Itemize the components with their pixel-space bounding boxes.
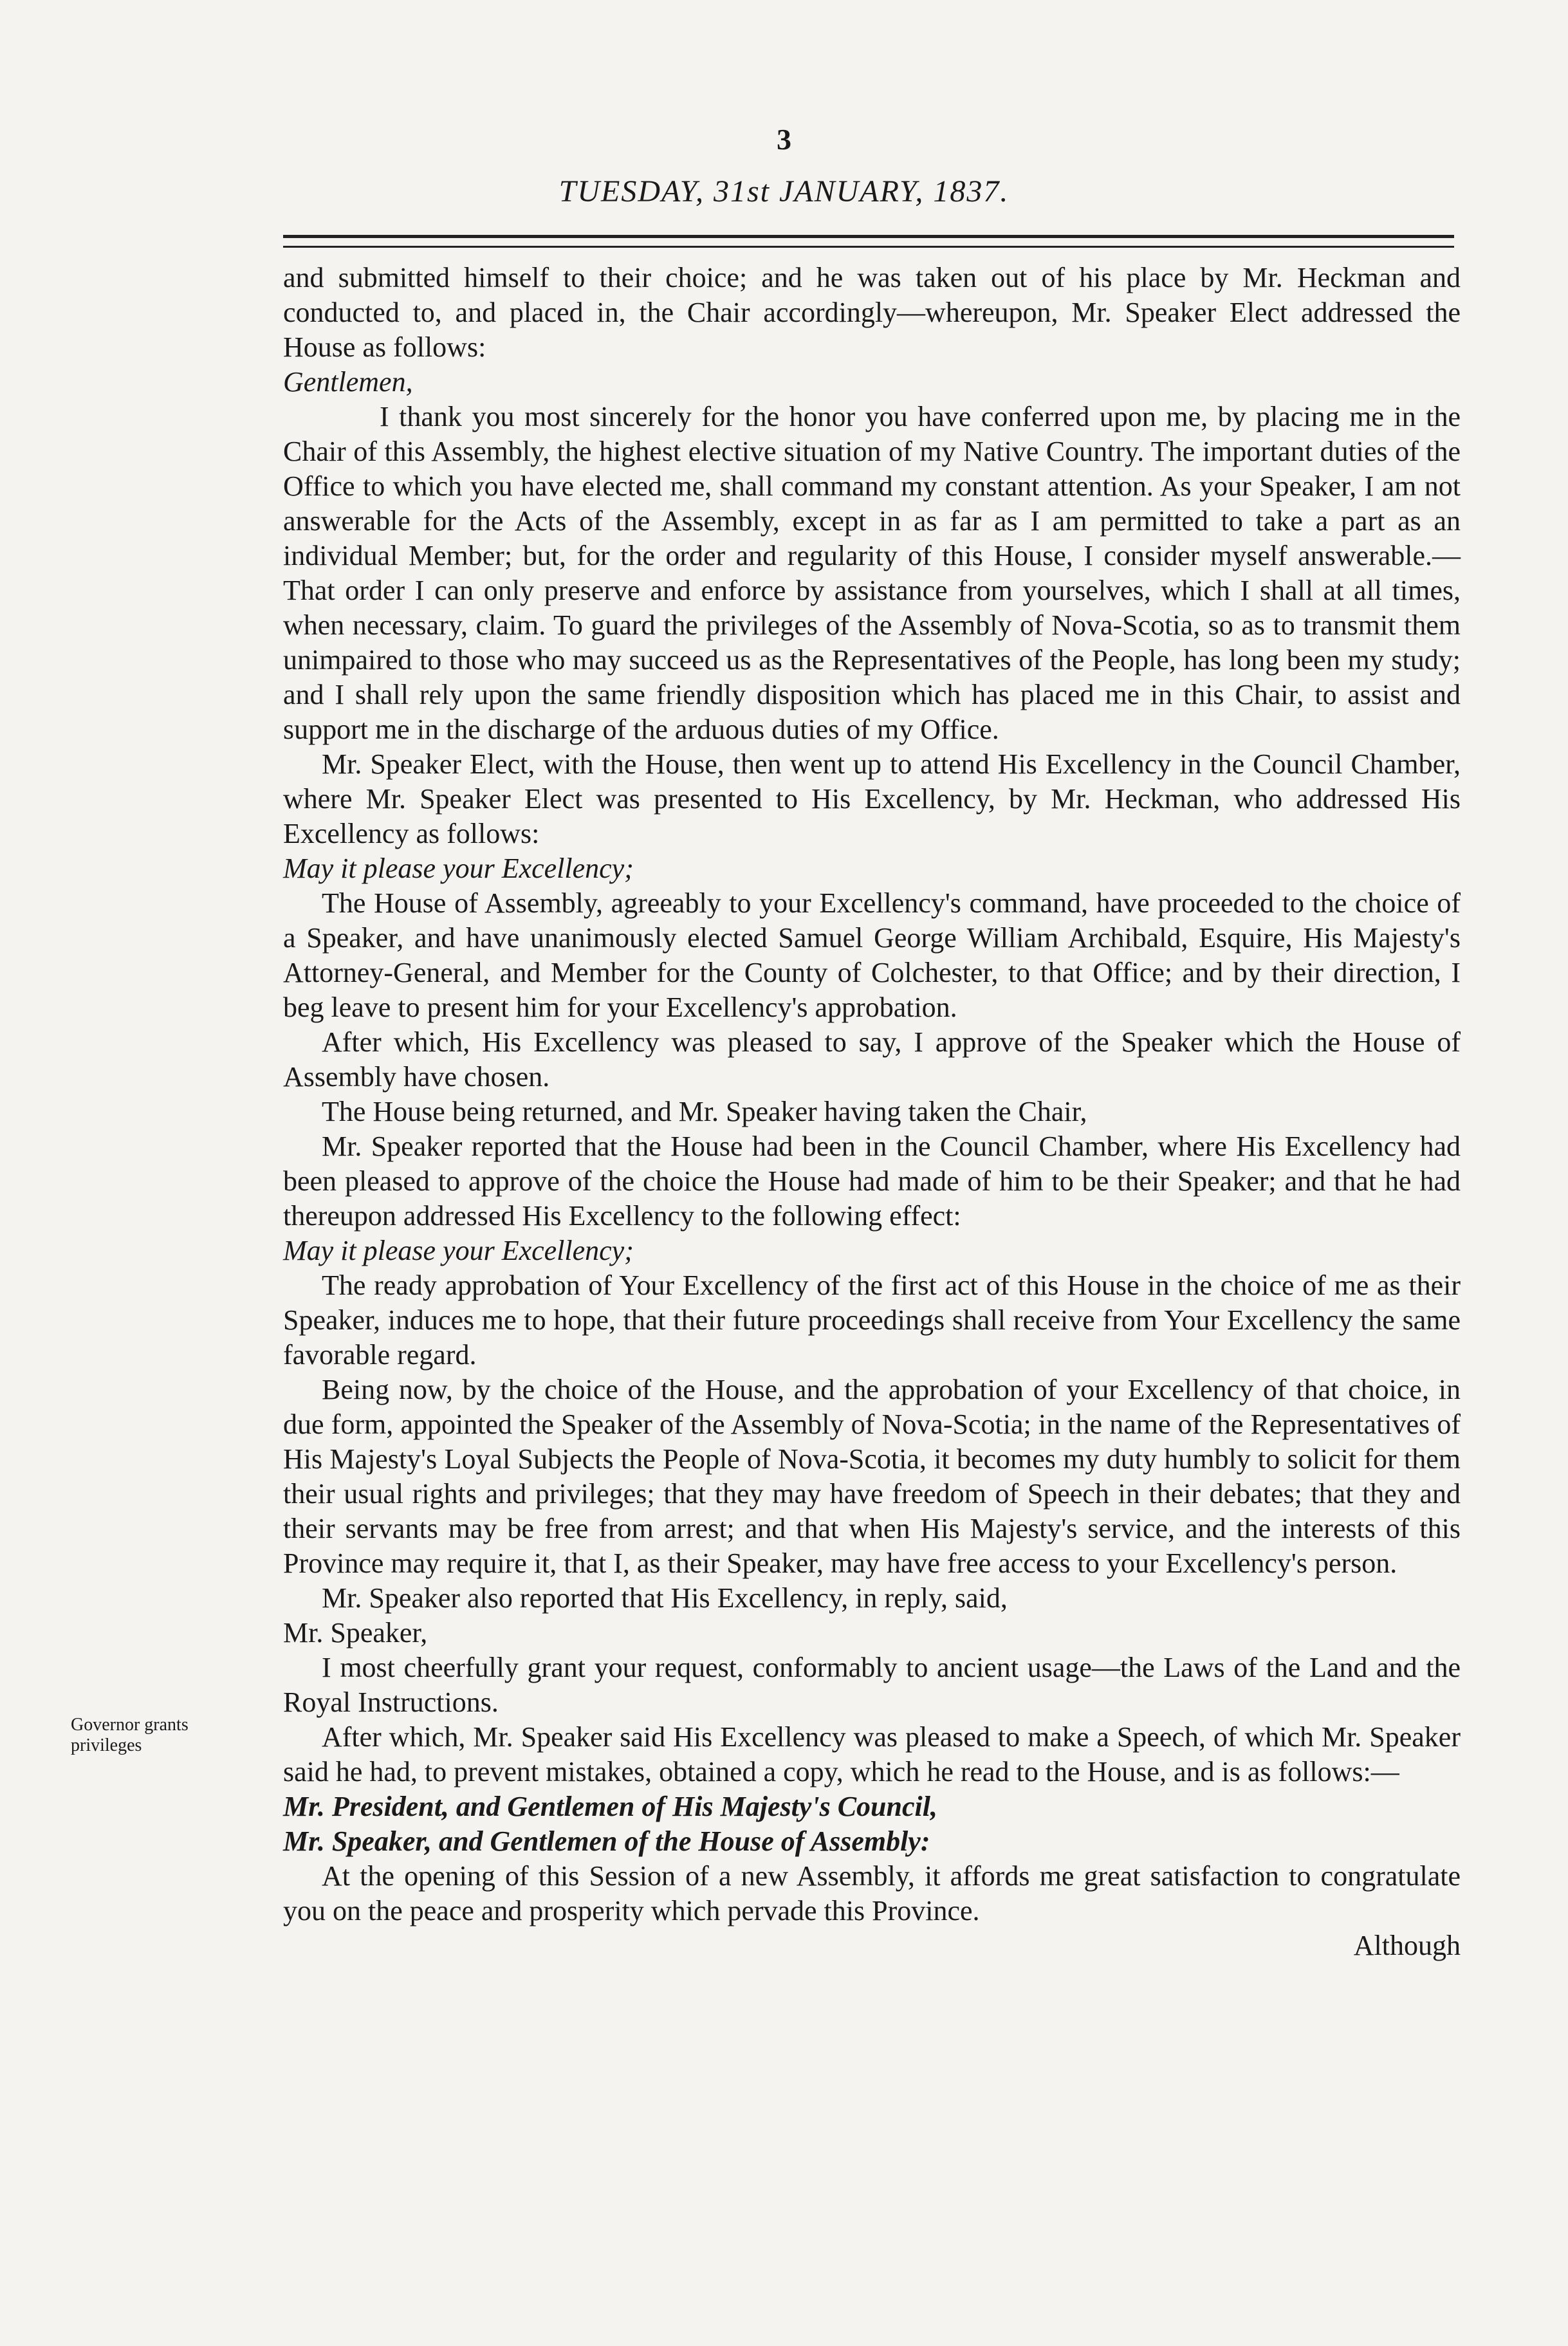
address-line: Mr. Speaker, and Gentlemen of the House of Assembly: (283, 1825, 930, 1857)
page-header-date: TUESDAY, 31st JANUARY, 1837. (558, 174, 1010, 208)
paragraph: Mr. Speaker also reported that His Excellency, in reply, said, (322, 1582, 1008, 1614)
paragraph: At the opening of this Session of a new Assembly, it affords me great satisfaction to congratulate you on the peace and prosperity which pervade this Province. (283, 1860, 1461, 1926)
address-line: Mr. President, and Gentlemen of His Majesty's Council, (283, 1791, 937, 1822)
paragraph: I most cheerfully grant your request, conformably to ancient usage—the Laws of the Land and the Royal Instructions. (283, 1652, 1461, 1718)
paragraph: The House being returned, and Mr. Speaker having taken the Chair, (322, 1096, 1087, 1127)
header-rule (283, 235, 1454, 248)
body-text (283, 261, 1461, 1963)
page-number: 3 (777, 123, 791, 156)
paragraph: After which, Mr. Speaker said His Excellency was pleased to make a Speech, of which Mr. Speaker said he had, to prevent mistakes, obtained a copy, which he read to the House, and is as follows:— (283, 1721, 1461, 1787)
paragraph: The ready approbation of Your Excellency of the first act of this House in the choice of me as their Speaker, induces me to hope, that their future proceedings shall receive from Your Excellency the same favorable regard. (283, 1270, 1461, 1371)
paragraph: Being now, by the choice of the House, and the approbation of your Excellency of that choice, in due form, appointed the Speaker of the Assembly of Nova-Scotia; in the name of the Representatives of His Majesty's Loyal Subjects the People of Nova-Scotia, it becomes my duty humbly to solicit for them their usual rights and privileges; that they may have freedom of Speech in their debates; that they and their servants may be free from arrest; and that when His Majesty's service, and the interests of this Province may require it, that I, as their Speaker, may have free access to your Excellency's person. (283, 1374, 1461, 1579)
catchword: Although (1353, 1930, 1461, 1961)
paragraph: and submitted himself to their choice; and he was taken out of his place by Mr. Heckman and conducted to, and placed in, the Chair accordingly—whereupon, Mr. Speaker Elect addressed the House as follows: (283, 262, 1461, 363)
salutation: Gentlemen, (283, 366, 413, 398)
paragraph: Mr. Speaker, (283, 1617, 428, 1649)
speech-paragraph: I thank you most sincerely for the honor you have conferred upon me, by placing me in the Chair of this Assembly, the highest elective situation of my Native Country. The important duties of the Office to which you have elected me, shall command my constant attention. As your Speaker, I am not answerable for the Acts of the Assembly, except in as far as I am permitted to take a part as an individual Member; but, for the order and regularity of this House, I consider myself answerable.—That order I can only preserve and enforce by assistance from yourselves, which I shall at all times, when necessary, claim. To guard the privileges of the Assembly of Nova-Scotia, so as to transmit them unimpaired to those who may succeed us as the Representatives of the People, has long been my study; and I shall rely upon the same friendly disposition which has placed me in this Chair, to assist and support me in the discharge of the arduous duties of my Office. (283, 401, 1461, 745)
paragraph: After which, His Excellency was pleased to say, I approve of the Speaker which the House of Assembly have chosen. (283, 1026, 1461, 1093)
salutation: May it please your Excellency; (283, 853, 634, 884)
paragraph: Mr. Speaker Elect, with the House, then went up to attend His Excellency in the Council Chamber, where Mr. Speaker Elect was presented to His Excellency, by Mr. Heckman, who addressed His Excellency as follows: (283, 748, 1461, 849)
margin-note: Governor grants privileges (71, 1715, 189, 1755)
paragraph: Mr. Speaker reported that the House had been in the Council Chamber, where His Excellency had been pleased to approve of the choice the House had made of him to be their Speaker; and that he had thereupon addressed His Excellency to the following effect: (283, 1131, 1461, 1232)
salutation: May it please your Excellency; (283, 1235, 634, 1266)
paragraph: The House of Assembly, agreeably to your Excellency's command, have proceeded to the choice of a Speaker, and have unanimously elected Samuel George William Archibald, Esquire, His Majesty's Attorney-General, and Member for the County of Colchester, to that Office; and by their direction, I beg leave to present him for your Excellency's approbation. (283, 887, 1461, 1023)
